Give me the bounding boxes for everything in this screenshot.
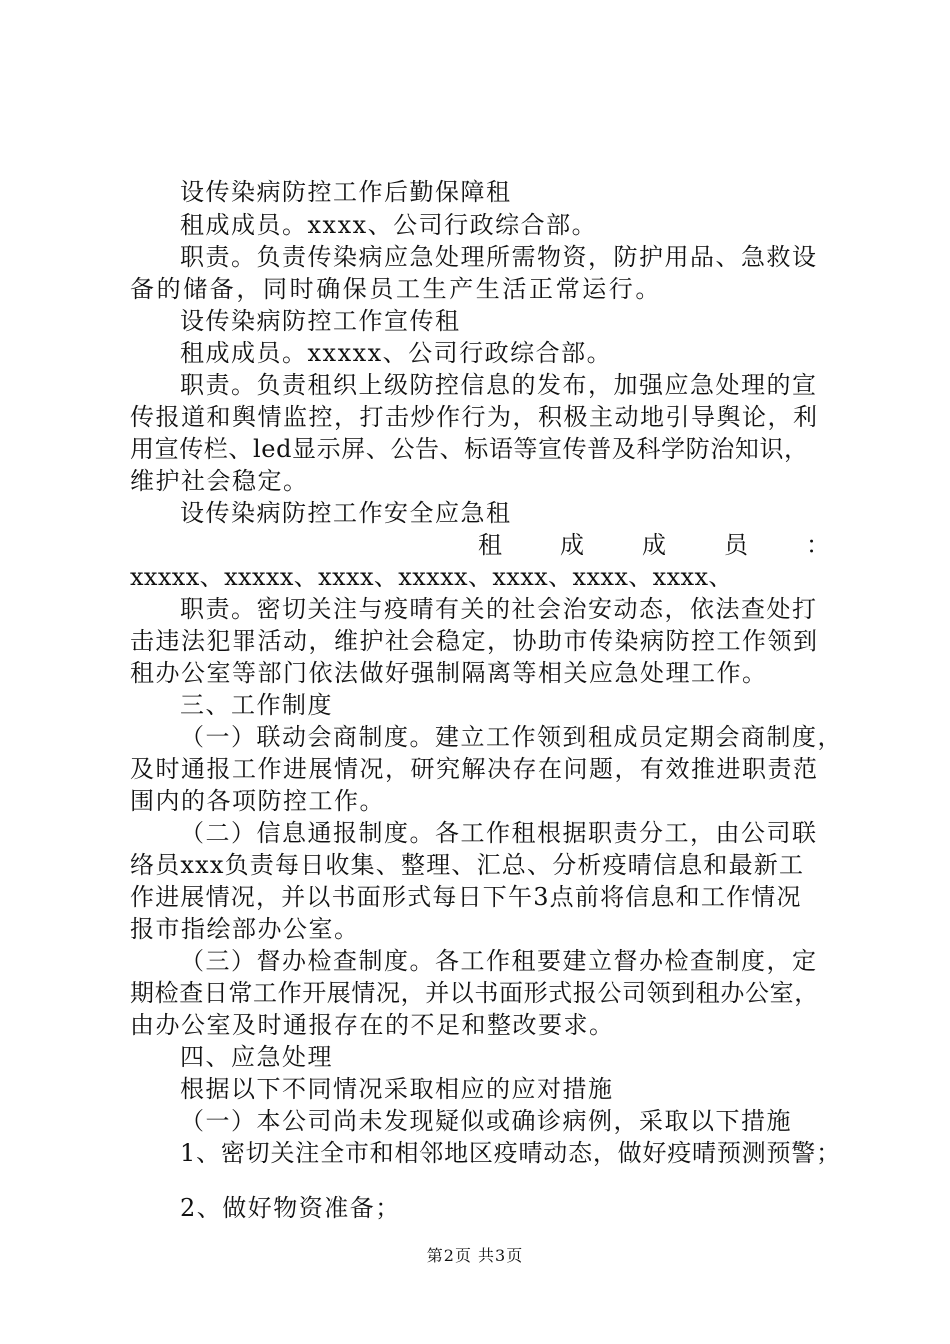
- heading-logistics-group: 设传染病防控工作后勤保障租: [180, 178, 512, 206]
- paragraph-line: 击违法犯罪活动，维护社会稳定，协助市传染病防控工作领到: [130, 627, 819, 655]
- paragraph-line: 期检查日常工作开展情况，并以书面形式报公司领到租办公室，: [130, 979, 819, 1007]
- paragraph-line: （一）联动会商制度。建立工作领到租成员定期会商制度，: [180, 723, 843, 751]
- section-heading-emergency: 四、应急处理: [180, 1043, 333, 1071]
- spread-char: 员: [724, 531, 748, 559]
- paragraph-line: 租办公室等部门依法做好强制隔离等相关应急处理工作。: [130, 659, 768, 687]
- paragraph-line: 职责。密切关注与疫晴有关的社会治安动态，依法查处打: [180, 595, 818, 623]
- paragraph-line: （一）本公司尚未发现疑似或确诊病例，采取以下措施: [180, 1107, 792, 1135]
- paragraph-line: 络员xxx负责每日收集、整理、汇总、分析疫晴信息和最新工: [130, 851, 805, 879]
- spread-members-label: [478, 531, 830, 559]
- spread-char: 成: [642, 531, 666, 559]
- section-heading-work-system: 三、工作制度: [180, 691, 333, 719]
- page-footer: 第2页 共3页: [426, 1246, 524, 1265]
- paragraph-line: 报市指绘部办公室。: [130, 915, 360, 943]
- paragraph-line: 职责。负责租织上级防控信息的发布，加强应急处理的宣: [180, 371, 818, 399]
- paragraph-line: 租成成员。xxxxx、公司行政综合部。: [180, 339, 613, 367]
- paragraph-line: 及时通报工作进展情况，研究解决存在问题，有效推进职责范: [130, 755, 819, 783]
- paragraph-line: 维护社会稳定。: [130, 467, 309, 495]
- paragraph-line: 1、密切关注全市和相邻地区疫晴动态，做好疫晴预测预警；: [180, 1139, 841, 1167]
- paragraph-line: 由办公室及时通报存在的不足和整改要求。: [130, 1011, 615, 1039]
- spread-char: 成: [560, 531, 584, 559]
- heading-publicity-group: 设传染病防控工作宣传租: [180, 307, 461, 335]
- paragraph-line: 围内的各项防控工作。: [130, 787, 385, 815]
- paragraph-line: 用宣传栏、led显示屏、公告、标语等宣传普及科学防治知识，: [130, 435, 809, 463]
- spread-char: 租: [478, 531, 502, 559]
- spread-char: ：: [806, 531, 830, 559]
- paragraph-line: 根据以下不同情况采取相应的应对措施: [180, 1075, 614, 1103]
- paragraph-line: 2、做好物资准备；: [180, 1194, 401, 1222]
- paragraph-line: 备的储备，同时确保员工生产生活正常运行。: [130, 275, 662, 303]
- paragraph-line: 租成成员。xxxx、公司行政综合部。: [180, 211, 598, 239]
- paragraph-line: 传报道和舆情监控，打击炒作行为，积极主动地引导舆论，利: [130, 403, 819, 431]
- paragraph-line: （二）信息通报制度。各工作租根据职责分工，由公司联: [180, 819, 818, 847]
- paragraph-line: 作进展情况，并以书面形式每日下午3点前将信息和工作情况: [130, 883, 802, 911]
- paragraph-line: 职责。负责传染病应急处理所需物资，防护用品、急救设: [180, 243, 818, 271]
- heading-safety-group: 设传染病防控工作安全应急租: [180, 499, 512, 527]
- paragraph-line: xxxxx、xxxxx、xxxx、xxxxx、xxxx、xxxx、xxxx、: [130, 563, 733, 591]
- paragraph-line: （三）督办检查制度。各工作租要建立督办检查制度，定: [180, 947, 818, 975]
